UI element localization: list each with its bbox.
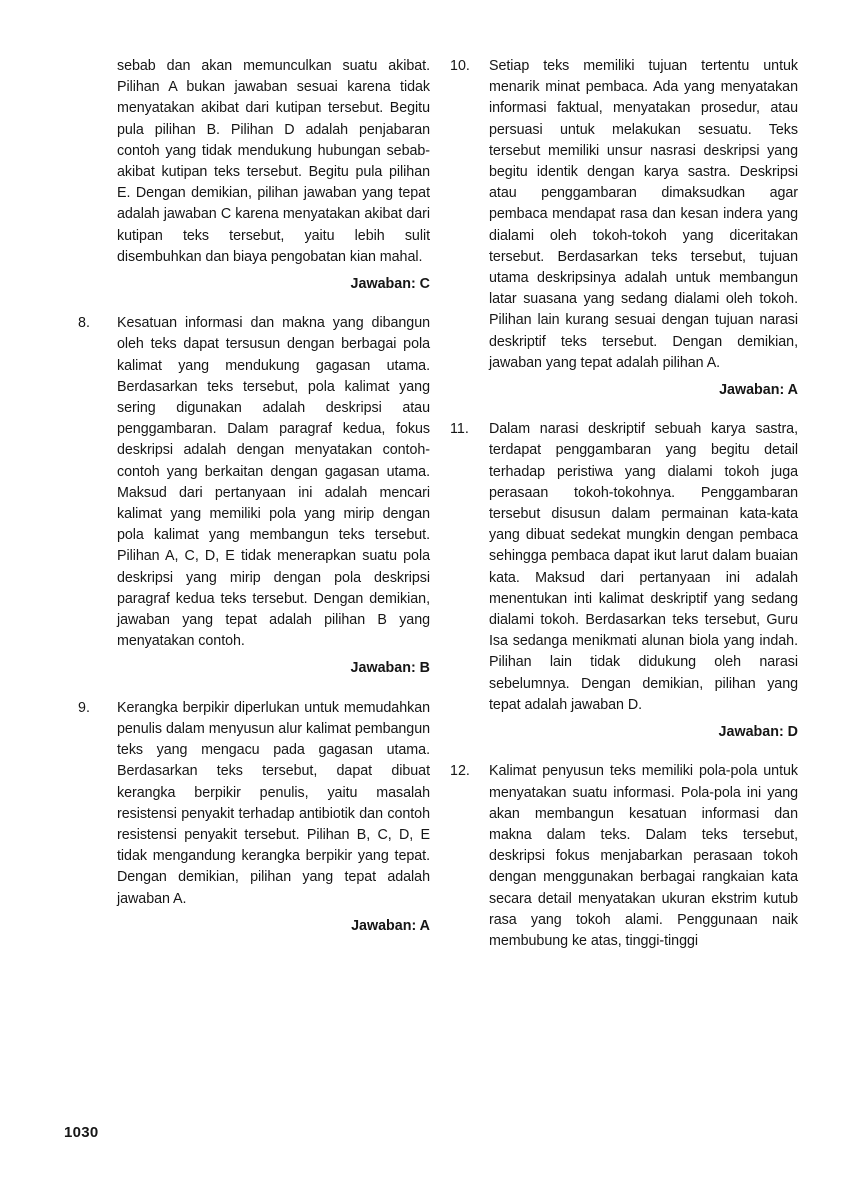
left-column — [78, 56, 430, 937]
item-explanation: Dalam narasi deskriptif sebuah karya sastra, terdapat penggambaran yang begitu detail terhadap peristiwa yang dialami tokoh juga perasaan tokoh-tokohnya. Penggambaran tersebut disusun dalam permainan kata-kata yang dibuat sedekat mungkin dengan pembaca sehingga pembaca dapat ikut larut dalam buaian kata. Maksud dari pertanyaan ini adalah menentukan inti kalimat deskriptif yang sedang dialami tokoh. Berdasarkan teks tersebut, Guru Isa sedanga menikmati alunan biola yang indah. Pilihan lain tidak didukung oleh narasi sebelumnya. Dengan demikian, pilihan yang tepat adalah jawaban D. — [489, 421, 798, 713]
item-explanation: Kalimat penyusun teks memiliki pola-pola untuk menyatakan suatu informasi. Pola-pola ini yang akan membangun kesatuan informasi dan makna dalam teks. Dalam teks tersebut, deskripsi fokus menjabarkan perasaan tokoh dengan menggunakan berbagai rangkaian kata secara detail menyatakan ukuran ekstrim kutub rasa yang tokoh alami. Penggunaan naik membubung ke atas, tinggi-tinggi — [489, 763, 798, 949]
item-number: 12. — [450, 763, 470, 780]
question-item-10 — [450, 56, 798, 374]
question-item-11 — [450, 419, 798, 716]
question-item-9 — [78, 698, 430, 910]
answer-label-a: Jawaban: A — [351, 917, 430, 934]
item-number: 10. — [450, 58, 470, 74]
question-item-8 — [78, 313, 430, 652]
item-number: 9. — [78, 699, 90, 716]
continuation-paragraph: sebab dan akan memunculkan suatu akibat. Pilihan A bukan jawaban sesuai karena tidak menyatakan akibat dari kutipan tersebut. Begitu pula pilihan B. Pilihan D adalah penjabaran contoh yang tidak mendukung hubungan sebab-akibat kutipan teks tersebut. Begitu pula pilihan E. Dengan demikian, pilihan jawaban yang tepat adalah jawaban C karena menyatakan akibat dari kutipan teks tersebut, yaitu lebih sulit disembuhkan dan biaya pengobatan kian mahal. — [117, 58, 430, 265]
page-number: 1030 — [64, 1124, 99, 1141]
item-number: 8. — [78, 315, 90, 332]
item-explanation: Kesatuan informasi dan makna yang dibangun oleh teks dapat tersusun dengan berbagai pola kalimat yang mendukung gagasan utama. Berdasarkan teks tersebut, pola kalimat yang sering digunakan adalah deskripsi atau penggambaran. Dalam paragraf kedua, fokus deskripsi adalah dengan menyatakan contoh-contoh yang berkaitan dengan gagasan utama. Maksud dari pertanyaan ini adalah mencari kalimat yang memiliki pola yang mirip dengan pola kalimat yang membangun teks tersebut. Pilihan A, C, D, E tidak menerapkan suatu pola deskripsi yang mirip dengan pola deskripsi paragraf kedua teks tersebut. Dengan demikian, jawaban yang tepat adalah pilihan B yang menyatakan contoh. — [117, 315, 430, 650]
answer-label-b: Jawaban: B — [350, 660, 430, 677]
item-explanation: Kerangka berpikir diperlukan untuk memudahkan penulis dalam menyusun alur kalimat pembangun teks yang mengacu pada gagasan utama. Berdasarkan teks tersebut, dapat dibuat kerangka berpikir penulis, yaitu masalah resistensi penyakit terhadap antibiotik dan contoh resistensi penyakit tersebut. Pilihan B, C, D, E tidak mengandung kerangka berpikir yang tepat. Dengan demikian, pilihan yang tepat adalah jawaban A. — [117, 699, 430, 907]
question-item-12 — [450, 761, 798, 952]
item-explanation: Setiap teks memiliki tujuan tertentu untuk menarik minat pembaca. Ada yang menyatakan informasi faktual, menyatakan prosedur, atau persuasi untuk melakukan sesuatu. Teks tersebut memiliki unsur nasrasi deskripsi yang begitu identik dengan karya sastra. Deskripsi atau penggambaran dimaksudkan agar pembaca mendapat rasa dan kesan indera yang dialami oleh tokoh-tokoh yang diceritakan tersebut. Berdasarkan teks tersebut, tujuan utama deskripsinya adalah untuk membangun latar suasana yang sedang dialami oleh tokoh. Pilihan lain kurang sesuai dengan tujuan narasi deskriptif teks tersebut. Dengan demikian, jawaban yang tepat adalah pilihan A. — [489, 58, 798, 371]
item-number: 11. — [450, 421, 469, 438]
answer-label-a: Jawaban: A — [719, 382, 798, 399]
answer-label-c: Jawaban: C — [350, 276, 430, 293]
answer-label-d: Jawaban: D — [718, 724, 798, 741]
right-column — [450, 56, 798, 952]
